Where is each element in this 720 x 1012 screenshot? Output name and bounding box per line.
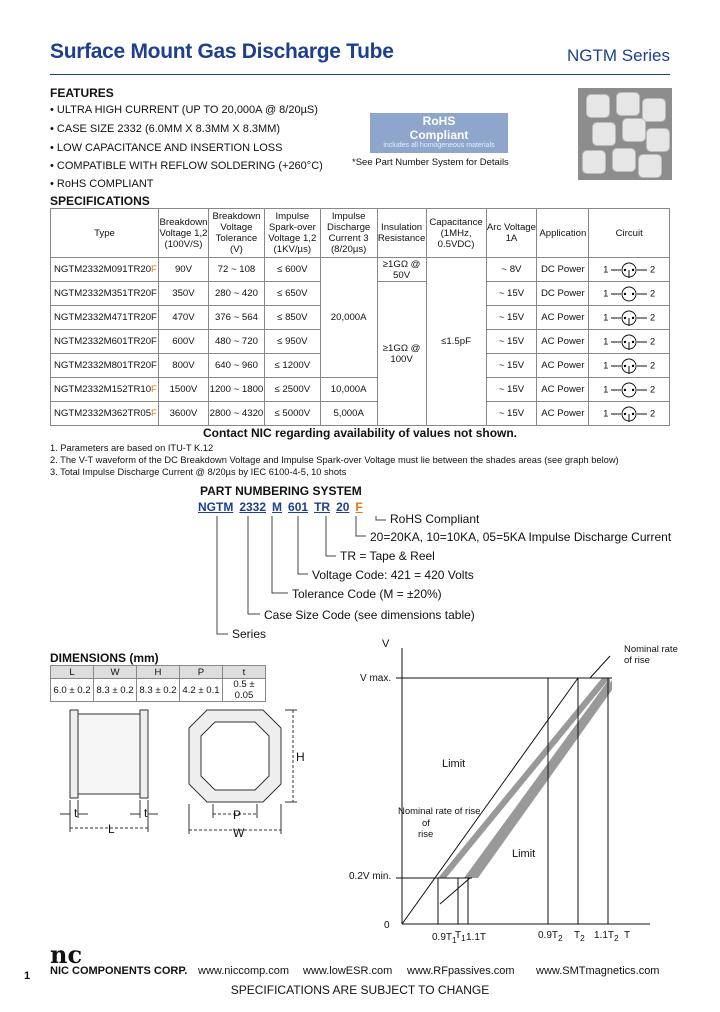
table-row [51, 258, 670, 282]
contact-note: Contact NIC regarding availability of values not shown. [202, 426, 518, 440]
dim-label-w: W [233, 826, 245, 840]
arc-cell: ~ 8V [486, 258, 537, 282]
bv-cell: 470V [158, 306, 208, 330]
table-row [51, 378, 670, 402]
app-cell: AC Power [537, 306, 589, 330]
current-cell: 20,000A [320, 258, 377, 378]
arc-cell: ~ 15V [486, 354, 537, 378]
dim-header: P [180, 666, 223, 679]
col-header: Capacitance (1MHz, 0.5VDC) [426, 209, 486, 258]
nic-logo: nc [50, 940, 83, 969]
type-cell: NGTM2332M601TR20F [51, 330, 159, 354]
side-view-drawing [60, 700, 180, 840]
bv-cell: 1500V [158, 378, 208, 402]
dim-label-h: H [296, 750, 305, 764]
three-terminal-gdt-icon [611, 358, 647, 374]
graph-tick: $T_2$ [574, 930, 585, 943]
graph-nominal-of: of [422, 818, 430, 829]
dim-value: 0.5 ± 0.05 [223, 679, 266, 702]
graph-limit-lower: Limit [512, 848, 536, 860]
arc-cell: ~ 15V [486, 282, 537, 306]
rohs-note: *See Part Number System for Details [352, 157, 509, 168]
graph-limit-upper: Limit [442, 758, 466, 770]
tol-cell: 72 ~ 108 [208, 258, 264, 282]
pn-label-rohs: RoHS Compliant [390, 512, 480, 526]
feature-item: • CASE SIZE 2332 (6.0MM X 8.3MM X 8.3MM) [50, 123, 281, 135]
tol-cell: 2800 ~ 4320 [208, 402, 264, 426]
circuit-cell: 1 2 [589, 402, 670, 426]
graph-tick: 1.1T [466, 932, 487, 943]
footer-link-lowesr[interactable]: www.lowESR.com [303, 965, 393, 977]
dim-label-l: L [108, 822, 115, 836]
feature-item: • ULTRA HIGH CURRENT (UP TO 20,000A @ 8/20µS) [50, 104, 318, 116]
circuit-cell: 1 2 [589, 378, 670, 402]
dim-header: H [137, 666, 180, 679]
isv-cell: ≤ 650V [264, 282, 320, 306]
col-header: Type [51, 209, 159, 258]
circuit-cell: 1 2 [589, 306, 670, 330]
pn-tolerance: M [272, 500, 283, 514]
isv-cell: ≤ 600V [264, 258, 320, 282]
tol-cell: 376 ~ 564 [208, 306, 264, 330]
pn-current: 20 [336, 500, 350, 514]
isv-cell: ≤ 1200V [264, 354, 320, 378]
type-cell: NGTM2332M801TR20F [51, 354, 159, 378]
circuit-cell: 1 2 [589, 282, 670, 306]
app-cell: DC Power [537, 282, 589, 306]
dim-header: L [51, 666, 94, 679]
pn-label-packaging: TR = Tape & Reel [340, 549, 435, 563]
dim-label-t2: t [144, 806, 148, 820]
type-cell: NGTM2332M152TR10F [51, 378, 159, 402]
pn-label-series: Series [232, 627, 267, 641]
gdt-icon [611, 286, 647, 302]
graph-tick: $T_1$ [455, 930, 466, 943]
footnote: 1. Parameters are based on ITU-T K.12 [50, 443, 214, 453]
app-cell: AC Power [537, 378, 589, 402]
dim-label-t: t [74, 806, 78, 820]
footer-link-smtmagnetics[interactable]: www.SMTmagnetics.com [536, 965, 660, 977]
graph-v-axis: V [382, 638, 390, 650]
page-title: Surface Mount Gas Discharge Tube [50, 40, 394, 63]
footer-link-niccomp[interactable]: www.niccomp.com [198, 965, 290, 977]
arc-cell: ~ 15V [486, 306, 537, 330]
col-header: Breakdown Voltage 1,2 (100V/S) [158, 209, 208, 258]
header-divider [50, 74, 670, 75]
bv-cell: 800V [158, 354, 208, 378]
dim-value: 4.2 ± 0.1 [180, 679, 223, 702]
current-cell: 5,000A [320, 402, 377, 426]
bv-cell: 350V [158, 282, 208, 306]
end-view-drawing [185, 700, 315, 840]
pn-case: 2332 [239, 500, 267, 514]
dim-header: t [223, 666, 266, 679]
three-terminal-gdt-icon [611, 262, 647, 278]
graph-nominal-top: Nominal rate of rise [624, 644, 678, 666]
circuit-cell: 1 2 [589, 330, 670, 354]
col-header: Application [537, 209, 589, 258]
insulation-cell: ≥1GΩ @ 50V [377, 258, 426, 282]
graph-zero: 0 [384, 920, 390, 931]
dim-label-p: P [233, 808, 242, 822]
dim-value: 8.3 ± 0.2 [94, 679, 137, 702]
rohs-badge [370, 113, 508, 153]
specifications-heading: SPECIFICATIONS [50, 194, 150, 208]
type-cell: NGTM2332M471TR20F [51, 306, 159, 330]
col-header: Arc Voltage 1A [486, 209, 537, 258]
circuit-cell: 1 2 [589, 354, 670, 378]
rohs-title: RoHS [422, 114, 456, 128]
dimensions-heading: DIMENSIONS (mm) [50, 651, 159, 665]
tol-cell: 1200 ~ 1800 [208, 378, 264, 402]
pn-label-tolerance: Tolerance Code (M = ±20%) [292, 587, 442, 601]
pn-voltage: 601 [288, 500, 309, 514]
dimensions-table [50, 665, 266, 702]
graph-tick: $0.9T_2$ [538, 930, 563, 943]
part-number-code [198, 500, 369, 514]
footnote: 3. Total Impulse Discharge Current @ 8/20µs by IEC 6100-4-5, 10 shots [50, 467, 347, 477]
dim-value: 6.0 ± 0.2 [51, 679, 94, 702]
type-cell: NGTM2332M362TR05F [51, 402, 159, 426]
type-cell: NGTM2332M351TR20F [51, 282, 159, 306]
type-cell: NGTM2332M091TR20F [51, 258, 159, 282]
bv-cell: 3600V [158, 402, 208, 426]
app-cell: AC Power [537, 402, 589, 426]
bv-cell: 600V [158, 330, 208, 354]
graph-tick: $1.1T_2$ [594, 930, 619, 943]
page-number: 1 [24, 970, 31, 982]
three-terminal-gdt-icon [611, 310, 647, 326]
col-header: Breakdown Voltage Tolerance (V) [208, 209, 264, 258]
feature-item: • COMPATIBLE WITH REFLOW SOLDERING (+260°C) [50, 160, 323, 172]
spec-change-notice: SPECIFICATIONS ARE SUBJECT TO CHANGE [230, 983, 490, 997]
part-numbering-heading: PART NUMBERING SYSTEM [200, 484, 362, 498]
capacitance-cell: ≤1.5pF [426, 258, 486, 426]
feature-item: • LOW CAPACITANCE AND INSERTION LOSS [50, 142, 283, 154]
footnote: 2. The V-T waveform of the DC Breakdown Voltage and Impulse Spark-over Voltage must lie between the shades areas (see graph below) [50, 455, 619, 465]
pn-label-current: 20=20KA, 10=10KA, 05=5KA Impulse Discharge Current [370, 530, 672, 544]
table-row [51, 402, 670, 426]
isv-cell: ≤ 2500V [264, 378, 320, 402]
gdt-icon [611, 382, 647, 398]
footer-link-rfpassives[interactable]: www.RFpassives.com [407, 965, 515, 977]
arc-cell: ~ 15V [486, 378, 537, 402]
pn-label-case: Case Size Code (see dimensions table) [264, 608, 475, 622]
pn-series: NGTM [198, 500, 234, 514]
arc-cell: ~ 15V [486, 402, 537, 426]
pn-packaging: TR [314, 500, 331, 514]
three-terminal-gdt-icon [611, 334, 647, 350]
isv-cell: ≤ 950V [264, 330, 320, 354]
app-cell: AC Power [537, 330, 589, 354]
graph-vmax: V max. [360, 673, 392, 684]
circuit-cell: 1 2 [589, 258, 670, 282]
col-header: Circuit [589, 209, 670, 258]
pn-rohs: F [355, 500, 363, 514]
three-terminal-gdt-icon [611, 406, 647, 422]
dim-header: W [94, 666, 137, 679]
tol-cell: 280 ~ 420 [208, 282, 264, 306]
graph-nominal-left: Nominal rate of rise [398, 806, 481, 817]
app-cell: AC Power [537, 354, 589, 378]
graph-vmin: 0.2V min. [349, 871, 392, 882]
graph-tick: T [624, 930, 631, 941]
app-cell: DC Power [537, 258, 589, 282]
tol-cell: 640 ~ 960 [208, 354, 264, 378]
features-heading: FEATURES [50, 86, 114, 100]
series-name: NGTM Series [567, 46, 670, 65]
table-header-row [51, 209, 670, 258]
insulation-cell: ≥1GΩ @ 100V [377, 282, 426, 426]
rohs-subtext: includes all homogeneous materials [383, 142, 495, 149]
arc-cell: ~ 15V [486, 330, 537, 354]
col-header: Impulse Discharge Current 3 (8/20µs) [320, 209, 377, 258]
isv-cell: ≤ 850V [264, 306, 320, 330]
tol-cell: 480 ~ 720 [208, 330, 264, 354]
bv-cell: 90V [158, 258, 208, 282]
feature-item: • RoHS COMPLIANT [50, 178, 154, 190]
graph-tick: $0.9T_1$ [432, 932, 457, 945]
product-photo [578, 88, 672, 180]
graph-nominal-rise: rise [418, 829, 434, 840]
dim-value: 8.3 ± 0.2 [137, 679, 180, 702]
pn-label-voltage: Voltage Code: 421 = 420 Volts [312, 568, 474, 582]
col-header: Insulation Resistance [377, 209, 426, 258]
specifications-table [50, 208, 670, 426]
current-cell: 10,000A [320, 378, 377, 402]
col-header: Impulse Spark-over Voltage 1,2 (1KV/µs) [264, 209, 320, 258]
isv-cell: ≤ 5000V [264, 402, 320, 426]
company-name: NIC COMPONENTS CORP. [50, 965, 188, 977]
rohs-compliant: Compliant [409, 128, 469, 142]
